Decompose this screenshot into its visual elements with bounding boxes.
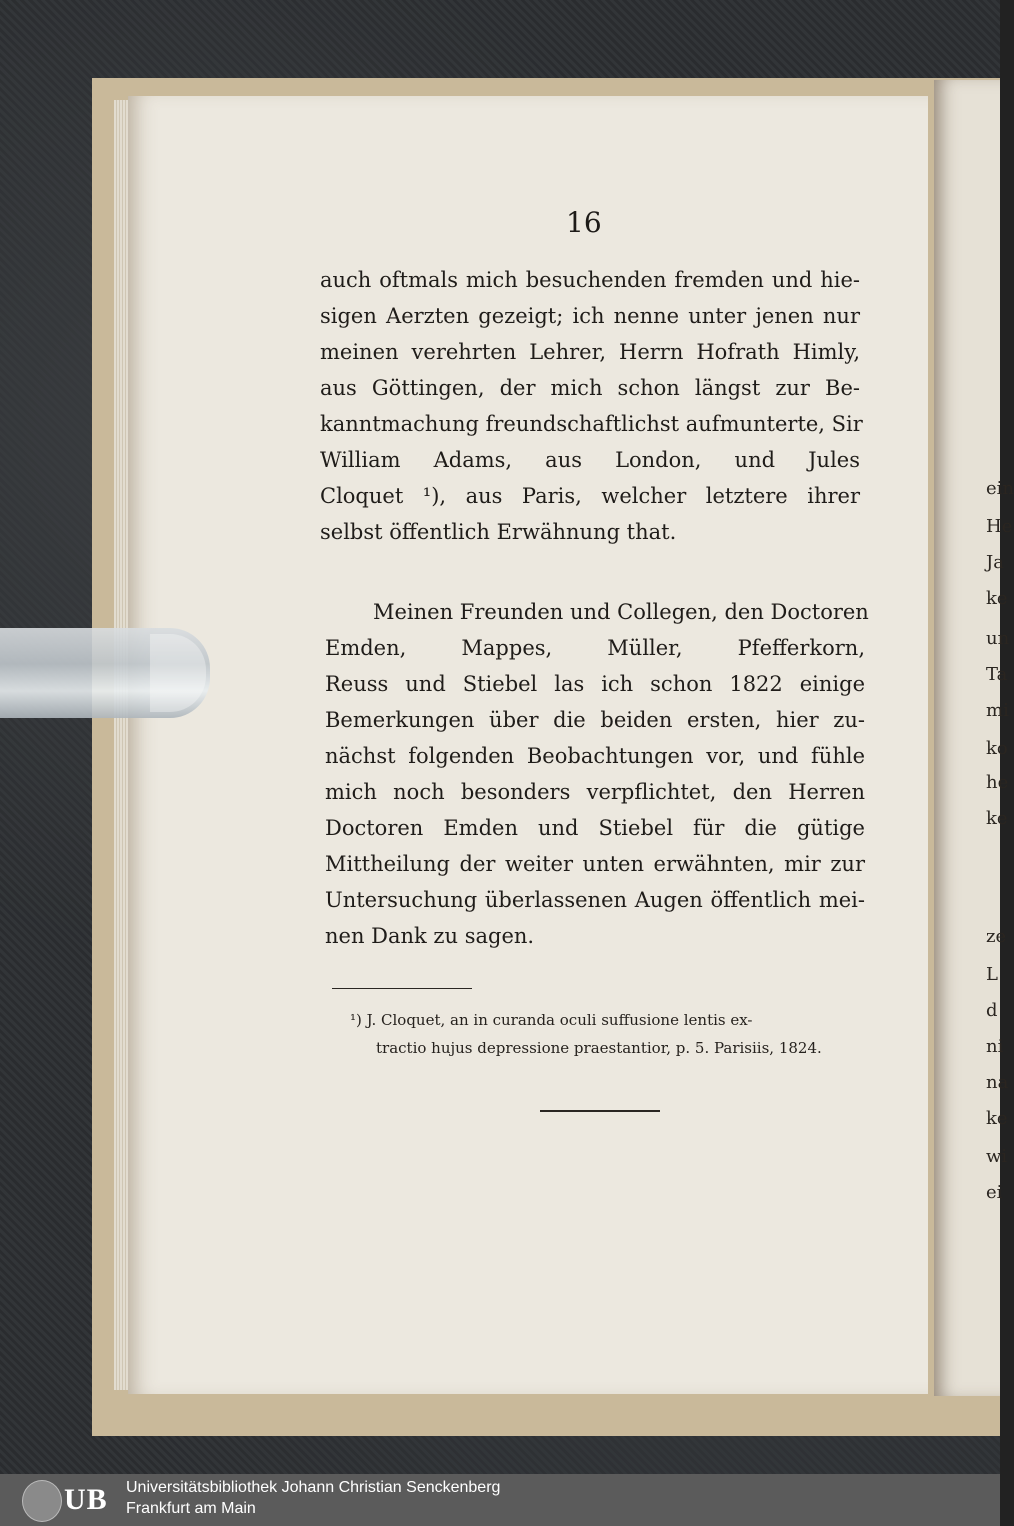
paragraph-2-line: Untersuchung überlassenen Augen öffentlich mei- (325, 888, 865, 912)
page-clip (0, 628, 210, 718)
next-page-fragment: ni (986, 1036, 1004, 1057)
next-page-fragment: ke (986, 808, 1008, 829)
paragraph-1-line: kanntmachung freundschaftlichst aufmunterte, Sir (320, 412, 863, 436)
paragraph-2-line: Reuss und Stiebel las ich schon 1822 einige (325, 672, 865, 696)
paragraph-2-line: nächst folgenden Beobachtungen vor, und fühle (325, 744, 865, 768)
paragraph-2-line: Bemerkungen über die beiden ersten, hier zu- (325, 708, 865, 732)
next-page-fragment: ko (986, 738, 1008, 759)
next-page-fragment: d (986, 1000, 998, 1021)
end-rule (540, 1110, 660, 1112)
paragraph-1-line: auch oftmals mich besuchenden fremden und hie- (320, 268, 860, 292)
paragraph-2-line: Mittheilung der weiter unten erwähnten, mir zur (325, 852, 865, 876)
next-page-fragment: ei (986, 1182, 1003, 1203)
paragraph-2-line: Doctoren Emden und Stiebel für die gütige (325, 816, 865, 840)
next-page-edge (934, 80, 1014, 1396)
page-number: 16 (566, 206, 602, 239)
paragraph-2 (325, 594, 869, 954)
paragraph-2-line: Meinen Freunden und Collegen, den Doctoren (373, 600, 869, 624)
paragraph-1-line: sigen Aerzten gezeigt; ich nenne unter jenen nur (320, 304, 860, 328)
footnote (350, 1006, 860, 1062)
footnote-line: ¹) J. Cloquet, an in curanda oculi suffusione lentis ex- (350, 1011, 753, 1029)
next-page-fragment: ein (986, 478, 1014, 499)
paragraph-1 (320, 262, 863, 550)
next-page-fragment: ke (986, 1108, 1008, 1129)
next-page-fragment: ze (986, 926, 1007, 947)
next-page-fragment: Ta (986, 664, 1008, 685)
paragraph-1-line: meinen verehrten Lehrer, Herrn Hofrath Himly, (320, 340, 860, 364)
paragraph-2-line: mich noch besonders verpflichtet, den Herren (325, 780, 865, 804)
next-page-fragment: un (986, 628, 1010, 649)
library-name: Universitätsbibliothek Johann Christian Senckenberg (126, 1479, 501, 1496)
next-page-fragment: mi (986, 700, 1009, 721)
paragraph-1-line: Cloquet ¹), aus Paris, welcher letztere ihrer (320, 484, 860, 508)
footnote-rule (332, 988, 472, 989)
next-page-fragment: He (986, 516, 1013, 537)
next-page-fragment: wi (986, 1146, 1008, 1167)
footnote-line: tractio hujus depressione praestantior, p. 5. Parisiis, 1824. (376, 1039, 822, 1057)
library-logo: UB (64, 1483, 108, 1516)
paragraph-2-line: nen Dank zu sagen. (325, 924, 535, 948)
library-seal-icon (22, 1480, 62, 1522)
paragraph-1-line: aus Göttingen, der mich schon längst zur Be- (320, 376, 860, 400)
paragraph-1-line: William Adams, aus London, und Jules (320, 448, 860, 472)
next-page-fragment: he (986, 772, 1009, 793)
library-location: Frankfurt am Main (126, 1500, 256, 1517)
next-page-fragment: Ja (986, 552, 1004, 573)
next-page-fragment: na (986, 1072, 1009, 1093)
next-page-fragment: L (986, 964, 998, 985)
paragraph-1-line: selbst öffentlich Erwähnung that. (320, 520, 677, 544)
paragraph-2-line: Emden, Mappes, Müller, Pfefferkorn, (325, 636, 865, 660)
library-footer (0, 1474, 1000, 1526)
next-page-fragment: ke (986, 588, 1008, 609)
